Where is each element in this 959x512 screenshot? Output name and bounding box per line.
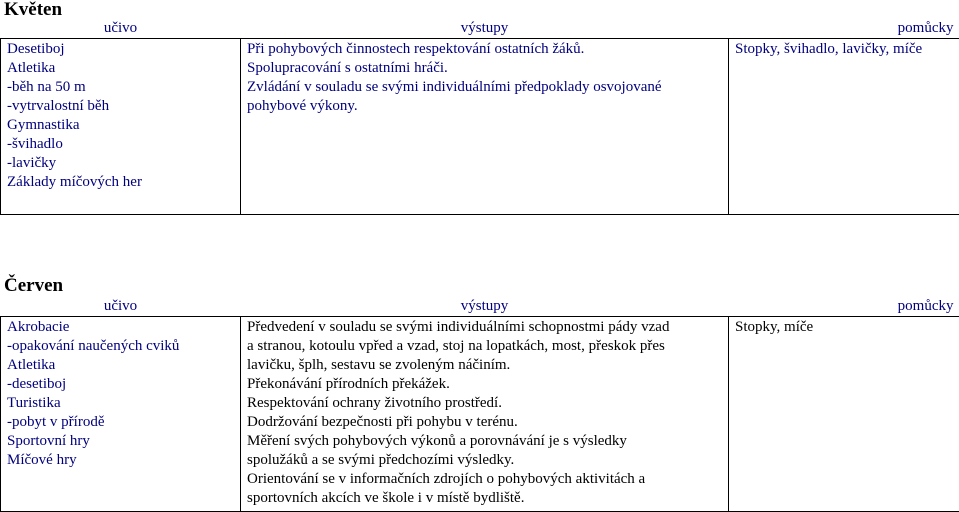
vystupy-line: pohybové výkony.	[247, 98, 358, 114]
uciva-line: Atletika	[7, 60, 56, 76]
uciva-line: Desetiboj	[7, 41, 65, 57]
header-vystupy: výstupy	[460, 20, 509, 36]
vystupy-line: Respektování ochrany životního prostředí.	[247, 395, 502, 411]
uciva-line: Míčové hry	[7, 452, 77, 468]
header-uciva: učivo	[103, 20, 138, 36]
vystupy-line: spolužáků a se svými předchozími výsledky.	[247, 452, 515, 468]
uciva-line: Akrobacie	[7, 319, 70, 335]
uciva-line: -desetiboj	[7, 376, 67, 392]
header-uciva: učivo	[103, 298, 138, 314]
pomucky-line: Stopky, míče	[735, 319, 814, 335]
vystupy-line: Dodržování bezpečnosti při pohybu v terénu.	[247, 414, 518, 430]
uciva-line: Základy míčových her	[7, 174, 142, 190]
vystupy-line: Orientování se v informačních zdrojích o pohybových aktivitách a	[247, 471, 646, 487]
header-pomucky: pomůcky	[897, 298, 954, 314]
cell-vystupy	[241, 317, 729, 512]
uciva-line: -vytrvalostní běh	[7, 98, 110, 114]
uciva-line: -švihadlo	[7, 136, 63, 152]
uciva-line: -lavičky	[7, 155, 57, 171]
vystupy-line: lavičku, šplh, sestavu se zvoleným náčiním.	[247, 357, 511, 373]
curriculum-table-cerven	[0, 297, 959, 512]
header-pomucky: pomůcky	[897, 20, 954, 36]
cell-uciva	[1, 317, 241, 512]
curriculum-table-kveten	[0, 19, 959, 215]
uciva-line: -opakování naučených cviků	[7, 338, 180, 354]
vystupy-line: Předvedení v souladu se svými individuálními schopnostmi pády vzad	[247, 319, 670, 335]
cell-pomucky	[729, 317, 959, 512]
vystupy-line: Zvládání v souladu se svými individuálními předpoklady osvojované	[247, 79, 662, 95]
uciva-line: Turistika	[7, 395, 61, 411]
vystupy-line: Při pohybových činnostech respektování ostatních žáků.	[247, 41, 585, 57]
uciva-line: Sportovní hry	[7, 433, 90, 449]
vystupy-line: Překonávání přírodních překážek.	[247, 376, 450, 392]
uciva-line: -běh na 50 m	[7, 79, 86, 95]
section-title-cerven: Červen	[4, 275, 64, 296]
cell-vystupy	[241, 39, 729, 215]
vystupy-line: Měření svých pohybových výkonů a porovnávání je s výsledky	[247, 433, 627, 449]
uciva-line: Atletika	[7, 357, 56, 373]
vystupy-line: sportovních akcích ve škole i v místě bydliště.	[247, 490, 525, 506]
header-vystupy: výstupy	[460, 298, 509, 314]
pomucky-line: Stopky, švihadlo, lavičky, míče	[735, 41, 923, 57]
section-title-kveten: Květen	[4, 0, 63, 20]
cell-pomucky	[729, 39, 959, 215]
vystupy-line: Spolupracování s ostatními hráči.	[247, 60, 448, 76]
vystupy-line: a stranou, kotoulu vpřed a vzad, stoj na lopatkách, most, přeskok přes	[247, 338, 665, 354]
uciva-line: -pobyt v přírodě	[7, 414, 105, 430]
uciva-line: Gymnastika	[7, 117, 80, 133]
cell-uciva	[1, 39, 241, 215]
